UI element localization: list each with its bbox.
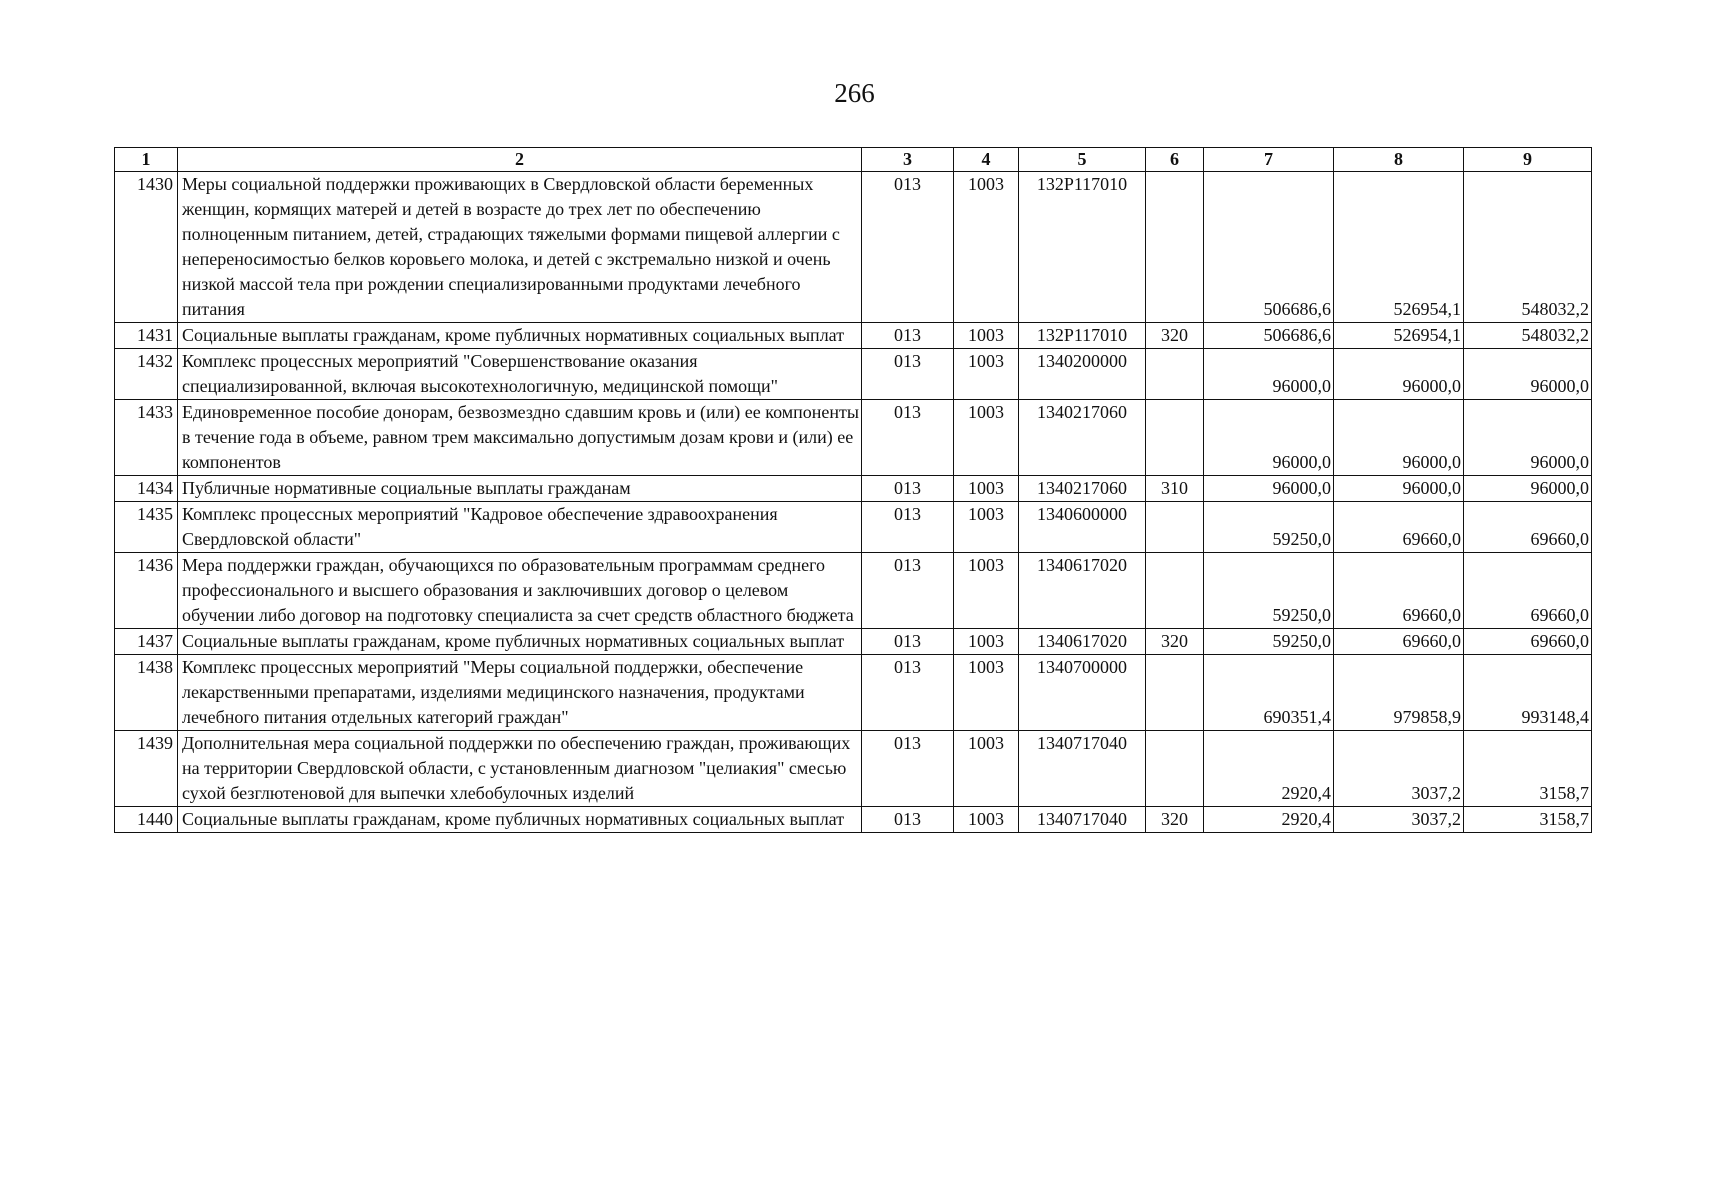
row-code-5: 1340717040 — [1019, 731, 1146, 807]
row-value-7: 96000,0 — [1204, 349, 1334, 400]
row-code-3: 013 — [862, 349, 954, 400]
row-code-3: 013 — [862, 502, 954, 553]
row-code-6 — [1146, 553, 1204, 629]
table-row — [115, 476, 1592, 502]
table-row — [115, 731, 1592, 807]
row-code-5: 1340700000 — [1019, 655, 1146, 731]
row-name: Мера поддержки граждан, обучающихся по образовательным программам среднего профессионального и высшего образования и заключивших договор о целевом обучении либо договор на подготовку специалиста за счет средств областного бюджета — [178, 553, 862, 629]
table-row — [115, 807, 1592, 833]
row-value-8: 526954,1 — [1334, 172, 1464, 323]
column-header: 5 — [1019, 148, 1146, 172]
row-number: 1437 — [115, 629, 178, 655]
row-name: Комплекс процессных мероприятий "Кадровое обеспечение здравоохранения Свердловской области" — [178, 502, 862, 553]
row-value-8: 69660,0 — [1334, 502, 1464, 553]
row-value-7: 506686,6 — [1204, 172, 1334, 323]
row-value-9: 69660,0 — [1464, 629, 1592, 655]
row-number: 1430 — [115, 172, 178, 323]
column-header: 3 — [862, 148, 954, 172]
row-code-3: 013 — [862, 476, 954, 502]
row-name: Комплекс процессных мероприятий "Совершенствование оказания специализированной, включая высокотехнологичную, медицинской помощи" — [178, 349, 862, 400]
row-code-3: 013 — [862, 655, 954, 731]
row-value-9: 96000,0 — [1464, 476, 1592, 502]
row-code-3: 013 — [862, 731, 954, 807]
row-value-9: 69660,0 — [1464, 502, 1592, 553]
row-number: 1436 — [115, 553, 178, 629]
row-value-8: 96000,0 — [1334, 476, 1464, 502]
row-code-6 — [1146, 349, 1204, 400]
row-value-7: 2920,4 — [1204, 731, 1334, 807]
row-code-3: 013 — [862, 323, 954, 349]
row-number: 1434 — [115, 476, 178, 502]
header-row — [115, 148, 1592, 172]
table-row — [115, 655, 1592, 731]
budget-table — [114, 147, 1592, 833]
row-value-8: 69660,0 — [1334, 553, 1464, 629]
row-value-9: 548032,2 — [1464, 323, 1592, 349]
row-code-6: 310 — [1146, 476, 1204, 502]
table-row — [115, 323, 1592, 349]
row-name: Комплекс процессных мероприятий "Меры социальной поддержки, обеспечение лекарственными препаратами, изделиями медицинского назначения, продуктами лечебного питания отдельных категорий граждан" — [178, 655, 862, 731]
row-value-7: 96000,0 — [1204, 400, 1334, 476]
row-value-8: 69660,0 — [1334, 629, 1464, 655]
row-code-4: 1003 — [954, 400, 1019, 476]
row-value-8: 96000,0 — [1334, 349, 1464, 400]
row-code-5: 1340717040 — [1019, 807, 1146, 833]
row-value-9: 96000,0 — [1464, 400, 1592, 476]
row-value-8: 979858,9 — [1334, 655, 1464, 731]
row-code-3: 013 — [862, 172, 954, 323]
row-value-7: 690351,4 — [1204, 655, 1334, 731]
row-code-3: 013 — [862, 629, 954, 655]
row-value-8: 3037,2 — [1334, 731, 1464, 807]
row-code-6 — [1146, 655, 1204, 731]
row-code-6: 320 — [1146, 323, 1204, 349]
row-name: Публичные нормативные социальные выплаты гражданам — [178, 476, 862, 502]
row-code-4: 1003 — [954, 731, 1019, 807]
row-value-7: 59250,0 — [1204, 502, 1334, 553]
row-code-6 — [1146, 172, 1204, 323]
row-value-7: 59250,0 — [1204, 629, 1334, 655]
row-code-5: 1340617020 — [1019, 553, 1146, 629]
row-code-4: 1003 — [954, 629, 1019, 655]
row-code-6 — [1146, 400, 1204, 476]
row-code-5: 1340217060 — [1019, 476, 1146, 502]
row-value-7: 2920,4 — [1204, 807, 1334, 833]
column-header: 8 — [1334, 148, 1464, 172]
row-value-9: 96000,0 — [1464, 349, 1592, 400]
row-code-3: 013 — [862, 807, 954, 833]
row-code-3: 013 — [862, 553, 954, 629]
row-code-4: 1003 — [954, 807, 1019, 833]
row-code-4: 1003 — [954, 553, 1019, 629]
row-name: Социальные выплаты гражданам, кроме публичных нормативных социальных выплат — [178, 807, 862, 833]
column-header: 2 — [178, 148, 862, 172]
row-value-8: 3037,2 — [1334, 807, 1464, 833]
row-code-5: 1340600000 — [1019, 502, 1146, 553]
row-code-3: 013 — [862, 400, 954, 476]
row-code-5: 1340200000 — [1019, 349, 1146, 400]
row-name: Социальные выплаты гражданам, кроме публичных нормативных социальных выплат — [178, 323, 862, 349]
table-row — [115, 502, 1592, 553]
table-row — [115, 553, 1592, 629]
column-header: 6 — [1146, 148, 1204, 172]
row-number: 1433 — [115, 400, 178, 476]
row-value-7: 59250,0 — [1204, 553, 1334, 629]
column-header: 7 — [1204, 148, 1334, 172]
page-number: 266 — [834, 78, 875, 108]
row-value-7: 96000,0 — [1204, 476, 1334, 502]
row-value-9: 69660,0 — [1464, 553, 1592, 629]
row-code-4: 1003 — [954, 349, 1019, 400]
column-header: 1 — [115, 148, 178, 172]
row-value-9: 993148,4 — [1464, 655, 1592, 731]
row-name: Единовременное пособие донорам, безвозмездно сдавшим кровь и (или) ее компоненты в течение года в объеме, равном трем максимально допустимым дозам крови и (или) ее компонентов — [178, 400, 862, 476]
row-value-8: 96000,0 — [1334, 400, 1464, 476]
column-header: 4 — [954, 148, 1019, 172]
row-number: 1439 — [115, 731, 178, 807]
row-code-4: 1003 — [954, 172, 1019, 323]
row-code-6 — [1146, 731, 1204, 807]
row-code-4: 1003 — [954, 655, 1019, 731]
row-code-6: 320 — [1146, 629, 1204, 655]
row-name: Меры социальной поддержки проживающих в Свердловской области беременных женщин, кормящих матерей и детей в возрасте до трех лет по обеспечению полноценным питанием, детей, страдающих тяжелыми формами пищевой аллергии с непереносимостью белков коровьего молока, и детей с экстремально низкой и очень низкой массой тела при рождении специализированными продуктами лечебного питания — [178, 172, 862, 323]
row-value-9: 548032,2 — [1464, 172, 1592, 323]
row-number: 1438 — [115, 655, 178, 731]
row-value-9: 3158,7 — [1464, 807, 1592, 833]
column-header: 9 — [1464, 148, 1592, 172]
row-value-7: 506686,6 — [1204, 323, 1334, 349]
table-row — [115, 172, 1592, 323]
row-name: Дополнительная мера социальной поддержки по обеспечению граждан, проживающих на территории Свердловской области, с установленным диагнозом "целиакия" смесью сухой безглютеновой для выпечки хлебобулочных изделий — [178, 731, 862, 807]
row-name: Социальные выплаты гражданам, кроме публичных нормативных социальных выплат — [178, 629, 862, 655]
row-code-4: 1003 — [954, 502, 1019, 553]
table-row — [115, 400, 1592, 476]
row-code-4: 1003 — [954, 323, 1019, 349]
row-number: 1440 — [115, 807, 178, 833]
row-number: 1435 — [115, 502, 178, 553]
row-code-6: 320 — [1146, 807, 1204, 833]
row-number: 1431 — [115, 323, 178, 349]
row-code-5: 1340617020 — [1019, 629, 1146, 655]
row-value-9: 3158,7 — [1464, 731, 1592, 807]
row-code-5: 132P117010 — [1019, 323, 1146, 349]
row-code-6 — [1146, 502, 1204, 553]
row-code-5: 132P117010 — [1019, 172, 1146, 323]
table-row — [115, 349, 1592, 400]
row-code-4: 1003 — [954, 476, 1019, 502]
row-code-5: 1340217060 — [1019, 400, 1146, 476]
row-number: 1432 — [115, 349, 178, 400]
row-value-8: 526954,1 — [1334, 323, 1464, 349]
table-row — [115, 629, 1592, 655]
